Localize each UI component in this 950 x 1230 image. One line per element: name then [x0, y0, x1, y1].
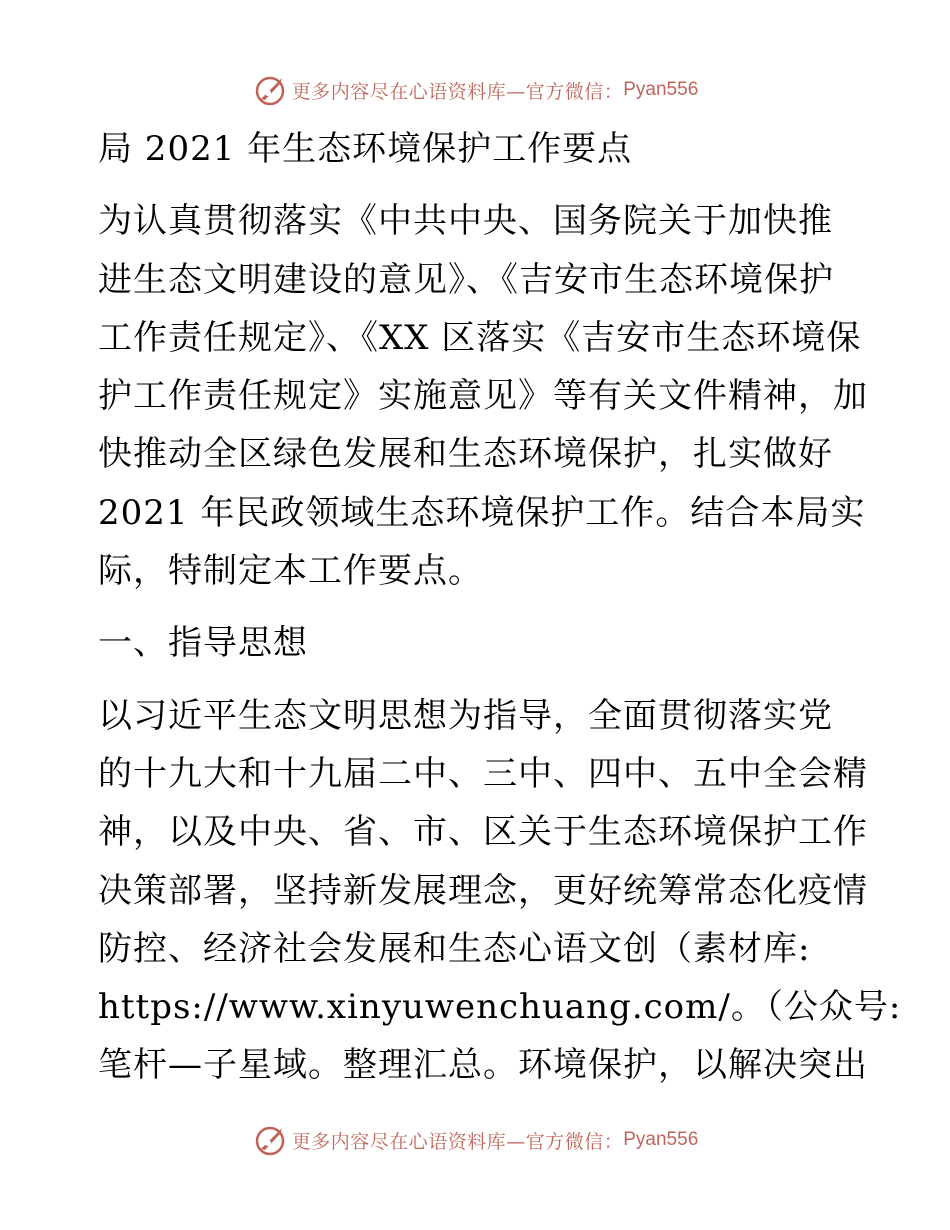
- section-heading: 一、指导思想: [98, 623, 308, 664]
- text-line: 2021 年民政领域生态环境保护工作。结合本局实: [98, 492, 866, 533]
- text-line: 护工作责任规定》实施意见》等有关文件精神，加: [98, 376, 868, 417]
- text-line: 工作责任规定》、《XX 区落实《吉安市生态环境保: [98, 317, 862, 358]
- quill-logo-icon: [252, 72, 288, 108]
- text-line: 为认真贯彻落实《中共中央、国务院关于加快推: [98, 201, 833, 242]
- watermark-text: 更多内容尽在心语资料库—官方微信：: [291, 1130, 624, 1153]
- watermark-wechat-id: Pyan556: [623, 1129, 699, 1150]
- text-line: 的十九大和十九届二中、三中、四中、五中全会精: [98, 753, 868, 794]
- text-line: 神，以及中央、省、市、区关于生态环境保护工作: [98, 812, 868, 853]
- document-body: [98, 120, 902, 1095]
- document-title: 局 2021 年生态环境保护工作要点: [98, 129, 633, 169]
- text-line: 进生态文明建设的意见》、《吉安市生态环境保护: [98, 259, 834, 300]
- watermark-text: 更多内容尽在心语资料库—官方微信：: [291, 80, 624, 103]
- section-paragraph: [98, 687, 902, 1095]
- text-line: 笔杆—子星域。整理汇总。环境保护，以解决突出: [98, 1045, 868, 1086]
- watermark-banner-top: [0, 70, 950, 110]
- text-line: 决策部署，坚持新发展理念，更好统筹常态化疫情: [98, 870, 868, 911]
- text-line: https://www.xinyuwenchuang.com/。（公众号:: [98, 987, 902, 1028]
- text-line: 快推动全区绿色发展和生态环境保护，扎实做好: [98, 434, 833, 475]
- intro-paragraph: [98, 192, 868, 600]
- text-line: 以习近平生态文明思想为指导，全面贯彻落实党: [98, 695, 833, 736]
- text-line: 防控、经济社会发展和生态心语文创（素材库:: [98, 928, 811, 969]
- text-line: 际，特制定本工作要点。: [98, 551, 483, 592]
- watermark-wechat-id: Pyan556: [623, 79, 699, 100]
- watermark-banner-bottom: [0, 1120, 950, 1160]
- quill-logo-icon: [252, 1122, 288, 1158]
